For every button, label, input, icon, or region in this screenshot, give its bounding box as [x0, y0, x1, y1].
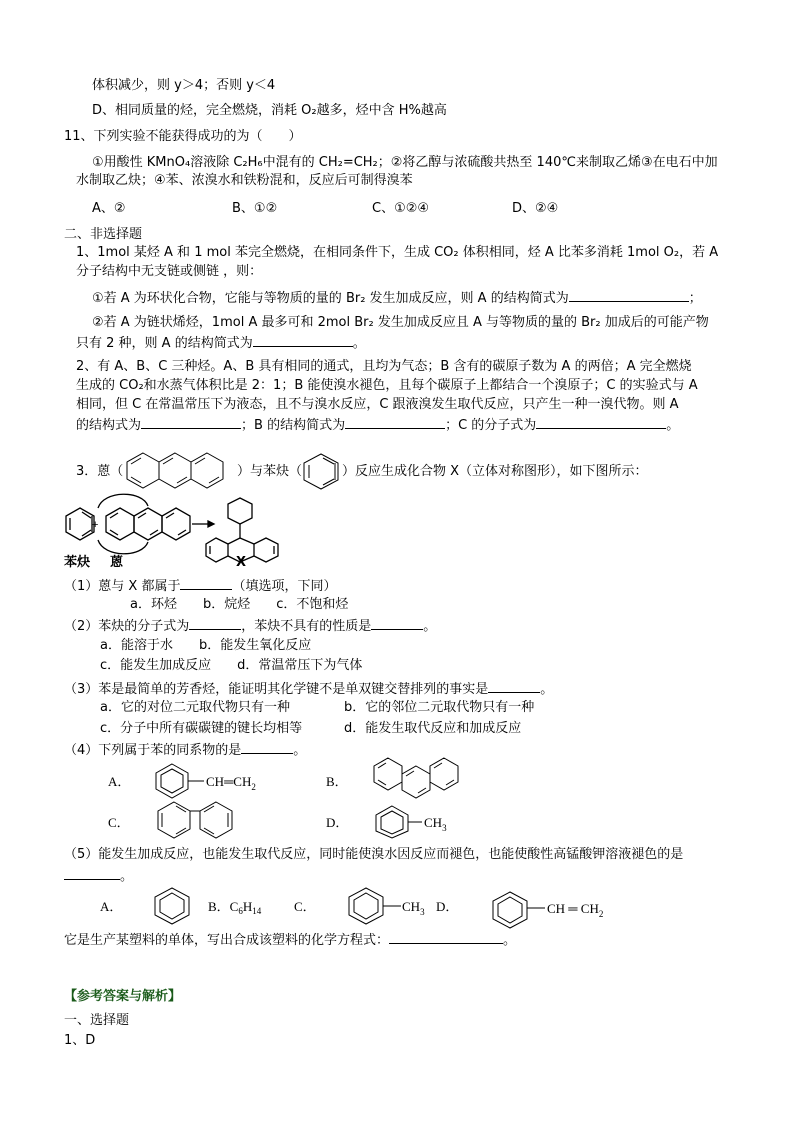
problem-1-line-1: 1、1mol 某烃 A 和 1 mol 苯完全燃烧，在相同条件下，生成 CO₂ 体积相同，烃 A 比苯多消耗 1mol O₂，若 A — [76, 245, 719, 260]
ch3-label: CH — [424, 815, 443, 830]
svg-text:CH ═ CH2 — [547, 901, 603, 919]
answer-blank[interactable] — [141, 415, 241, 429]
product-x-label: X — [236, 555, 247, 570]
anthracene-angular-structure — [372, 756, 468, 802]
punct: ； — [688, 291, 702, 306]
ch2-label: CH — [233, 774, 252, 789]
q5-option-c-label: C． — [294, 899, 316, 914]
subq-2 — [64, 616, 436, 635]
subq-2-options-1: a．能溶于水 b．能发生氧化反应 — [100, 638, 312, 653]
q5-option-a-label: A． — [100, 899, 123, 914]
svg-text:CH3 — [424, 815, 447, 833]
section-heading-2: 二、非选择题 — [64, 227, 143, 242]
answer-blank[interactable] — [64, 866, 120, 880]
subq-5: （5）能发生加成反应，也能发生取代反应，同时能使溴水因反应而褪色，也能使酸性高锰酸钾溶液褪色的是 — [64, 847, 684, 862]
ch2-subscript: 2 — [251, 782, 256, 792]
text-line-1: 体积减少，则 y＞4；否则 y＜4 — [92, 78, 276, 93]
biphenyl-structure — [156, 800, 240, 842]
answer-blank[interactable] — [345, 415, 445, 429]
subq-2-text: （2）苯炔的分子式为 — [64, 619, 190, 634]
punct: 。 — [120, 869, 134, 884]
subq-2-options-2: c．能发生加成反应 d．常温常压下为气体 — [100, 658, 363, 673]
subq-4-text: （4）下列属于苯的同系物的是 — [64, 743, 242, 758]
option-c: C、①②④ — [372, 201, 430, 216]
problem-3-text-c: ）反应生成化合物 X（立体对称图形），如下图所示： — [342, 464, 648, 479]
svg-text:CH═CH2 — [206, 774, 256, 792]
reaction-scheme — [64, 494, 304, 572]
q5-option-b-h: H — [242, 899, 253, 914]
subq-4 — [64, 740, 306, 759]
problem-1-sub1 — [92, 288, 702, 307]
q4-option-b-label: B． — [326, 774, 348, 789]
subq-3 — [64, 679, 553, 698]
subq-3-option-b: b．它的邻位二元取代物只有一种 — [344, 700, 535, 715]
subq-3-option-d: d．能发生取代反应和加成反应 — [344, 721, 522, 736]
subq-3-option-c: c．分子中所有碳碳键的键长均相等 — [100, 721, 303, 736]
problem-1-sub2-text: 只有 2 种，则 A 的结构简式为 — [76, 336, 253, 351]
answer-1: 1、D — [64, 1033, 96, 1048]
subq-1-end: （填选项，下同） — [232, 579, 337, 594]
subq-1-text: （1）蒽与 X 都属于 — [64, 579, 181, 594]
option-b: B、①② — [232, 201, 278, 216]
option-d-statement: D、相同质量的烃，完全燃烧，消耗 O₂越多，烃中含 H%越高 — [92, 103, 447, 118]
q5-option-b — [208, 898, 261, 920]
styrene-structure-2 — [490, 890, 620, 930]
benzyne-structure — [302, 452, 342, 492]
plus-sign: + — [92, 519, 99, 531]
subscript: 14 — [252, 906, 262, 916]
answer-blank[interactable] — [389, 930, 503, 944]
styrene-structure — [152, 760, 292, 800]
problem-2-line-3: 相同，但 C 在常温常压下为液态，且不与溴水反应，C 跟液溴发生取代反应，只产生一种一溴代物。则 A — [76, 397, 679, 412]
punct: 。 — [666, 418, 680, 433]
question-11: 11、下列实验不能获得成功的为（ ） — [64, 129, 302, 144]
answer-blank[interactable] — [569, 288, 689, 302]
problem-1-sub2-line2 — [76, 333, 366, 352]
problem-1-line-2: 分子结构中无支链或侧链 ，则： — [76, 264, 263, 279]
answer-blank[interactable] — [241, 740, 293, 754]
problem-3-text-a: 3．蒽（ — [76, 464, 124, 479]
subq-6 — [64, 930, 516, 949]
svg-text:CH3 — [402, 899, 425, 917]
problem-1-sub1-text: ①若 A 为环状化合物，它能与等物质的量的 Br₂ 发生加成反应，则 A 的结构简式为 — [92, 291, 569, 306]
q4-option-a-label: A． — [108, 774, 131, 789]
subq-1-options: a．环烃 b．烷烃 c．不饱和烃 — [130, 597, 349, 612]
ch-label: CH — [206, 774, 225, 789]
punct: 。 — [503, 933, 517, 948]
ch3-subscript: 3 — [442, 823, 447, 833]
subq-6-text: 它是生产某塑料的单体，写出合成该塑料的化学方程式： — [64, 933, 390, 948]
problem-2-text-b: ；B 的结构简式为 — [241, 418, 346, 433]
option-d: D、②④ — [512, 201, 559, 216]
q4-option-c-label: C． — [108, 815, 130, 830]
q5-option-d-label: D． — [436, 899, 459, 914]
punct: 。 — [423, 619, 437, 634]
subq-2-mid: ，苯炔不具有的性质是 — [241, 619, 372, 634]
answer-blank[interactable] — [371, 616, 423, 630]
problem-2-line-2: 生成的 CO₂和水蒸气体积比是 2：1；B 能使溴水褪色，且每个碳原子上都结合一个溴原子；C 的实验式与 A — [76, 378, 698, 393]
vinyl-label: CH ═ CH — [547, 901, 599, 916]
problem-1-sub2-line1: ②若 A 为链状烯烃，1mol A 最多可和 2mol Br₂ 发生加成反应且 A 与等物质的量的 Br₂ 加成后的可能产物 — [92, 315, 709, 330]
anthracene-label: 蒽 — [110, 555, 124, 570]
subq-3-option-a: a．它的对位二元取代物只有一种 — [100, 700, 290, 715]
problem-2-text-a: 的结构式为 — [76, 418, 142, 433]
answer-blank[interactable] — [488, 679, 540, 693]
anthracene-structure — [126, 450, 230, 490]
answer-blank[interactable] — [180, 576, 232, 590]
q5-option-b-label: B．C — [208, 899, 239, 914]
ch3-label: CH — [402, 899, 421, 914]
answer-section-1: 一、选择题 — [64, 1013, 130, 1028]
question-11-body-1: ①用酸性 KMnO₄溶液除 C₂H₆中混有的 CH₂=CH₂；②将乙醇与浓硫酸共热至 140℃来制取乙烯③在电石中加 — [92, 155, 718, 170]
benzene-structure — [152, 886, 194, 926]
punct: 。 — [352, 336, 366, 351]
answer-blank[interactable] — [189, 616, 241, 630]
problem-3-text-b: ）与苯炔（ — [237, 464, 303, 479]
double-bond: ═ — [224, 774, 234, 789]
subq-3-text: （3）苯是最简单的芳香烃，能证明其化学键不是单双键交替排列的事实是 — [64, 682, 489, 697]
benzyne-label: 苯炔 — [64, 555, 91, 570]
problem-2-text-c: ；C 的分子式为 — [445, 418, 537, 433]
answer-heading: 【参考答案与解析】 — [64, 989, 182, 1004]
option-a: A、② — [92, 201, 126, 216]
punct: 。 — [540, 682, 554, 697]
ch3-subscript: 3 — [420, 907, 425, 917]
punct: 。 — [293, 743, 307, 758]
problem-2-line-4 — [76, 415, 679, 434]
toluene-structure-2 — [346, 886, 436, 926]
ch2-subscript: 2 — [598, 909, 604, 919]
subq-1 — [64, 576, 336, 595]
question-11-body-2: 水制取乙炔；④苯、浓溴水和铁粉混和，反应后可制得溴苯 — [76, 173, 413, 188]
problem-2-line-1: 2、有 A、B、C 三种烃。A、B 具有相同的通式，且均为气态；B 含有的碳原子数为 A 的两倍；A 完全燃烧 — [76, 359, 692, 374]
q4-option-d-label: D． — [326, 815, 349, 830]
answer-blank[interactable] — [536, 415, 666, 429]
toluene-structure — [372, 804, 472, 840]
subscript: 6 — [238, 906, 243, 916]
subq-5-blank-line — [64, 866, 133, 885]
answer-blank[interactable] — [253, 333, 353, 347]
